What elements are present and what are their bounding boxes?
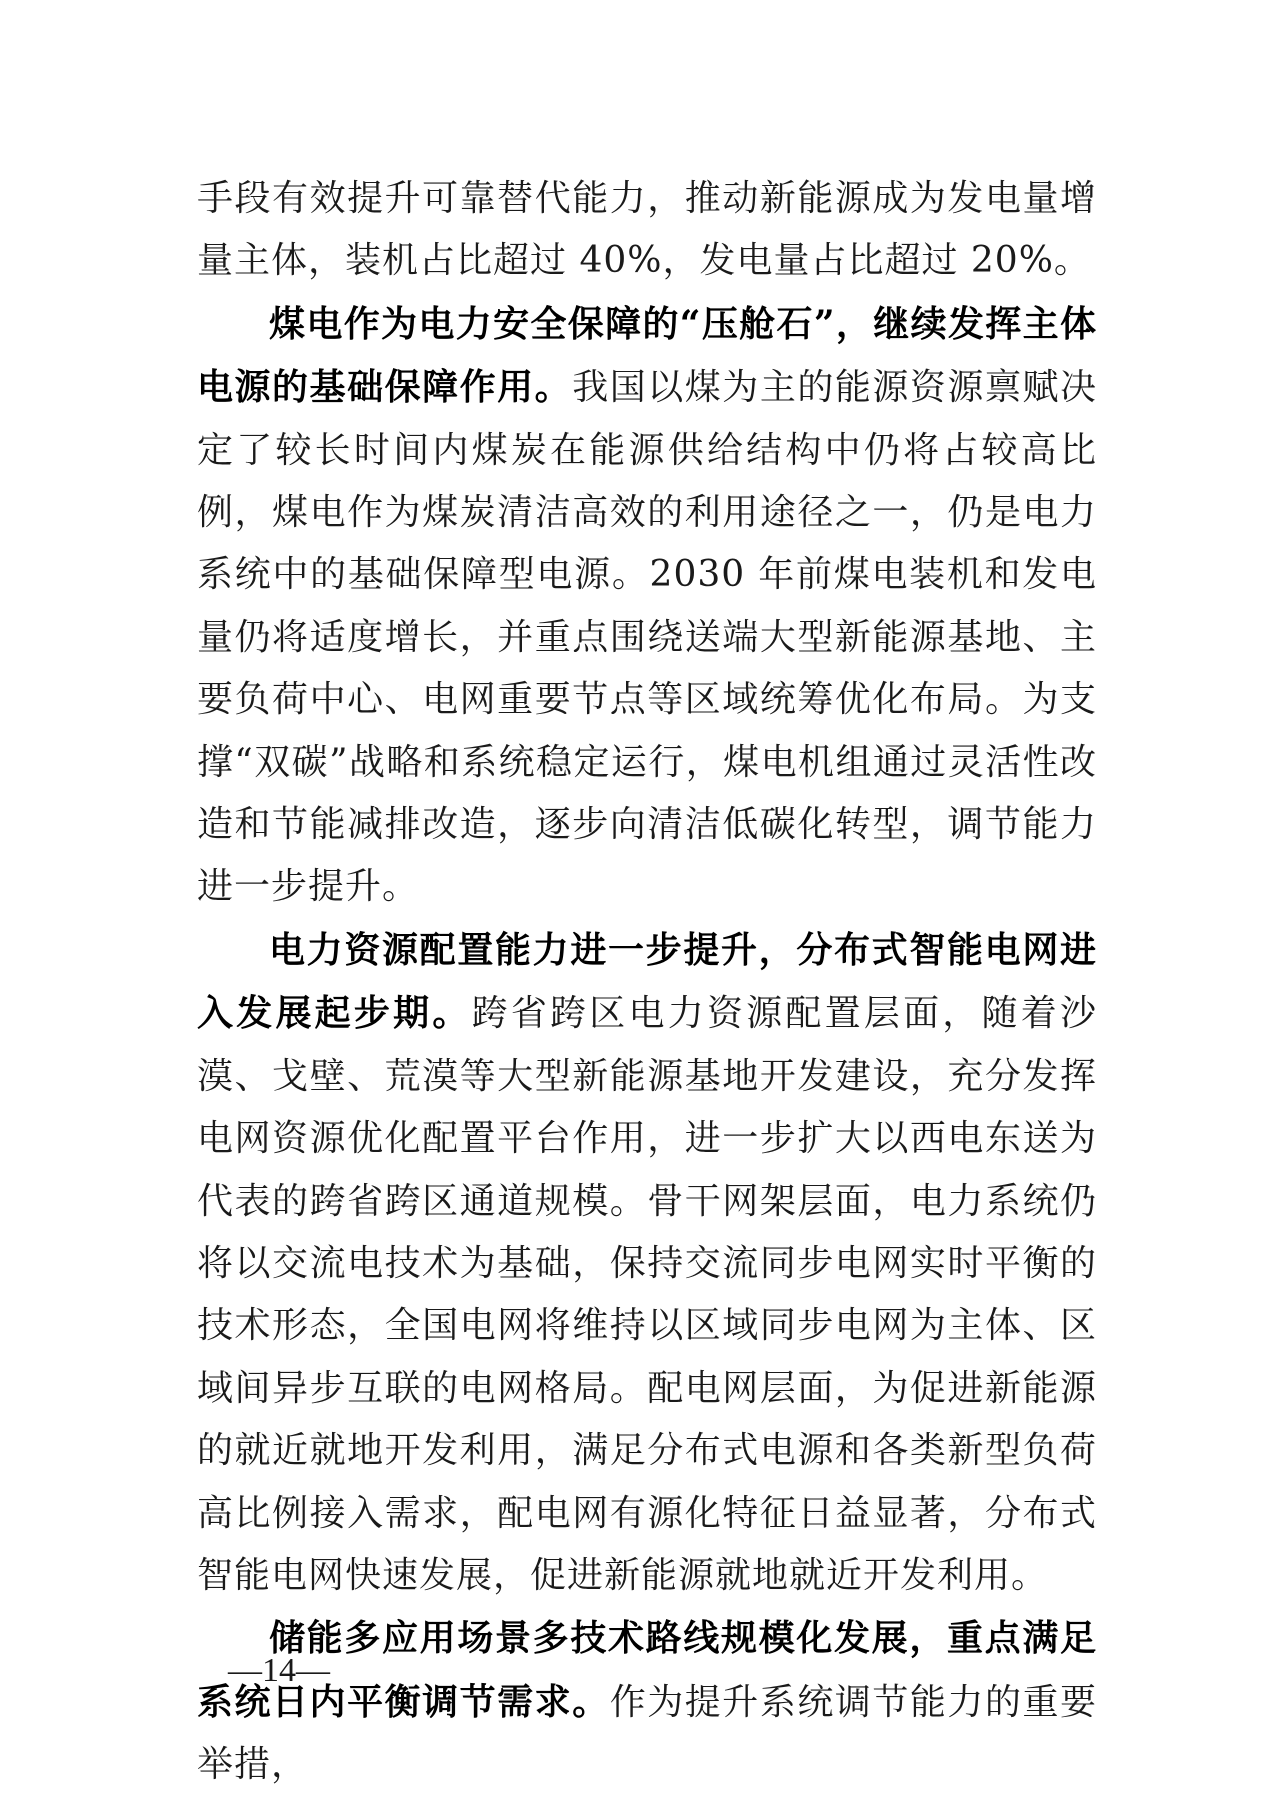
paragraph-lead-heading: 储能多应用场景多技术路线规模化发展，重点满足系统日内平衡调节需求。 (197, 1617, 1097, 1723)
paragraph-text: 跨省跨区电力资源配置层面，随着沙漠、戈壁、荒漠等大型新能源基地开发建设，充分发挥电网资源优化配置平台作用，进一步扩大以西电东送为代表的跨省跨区通道规模。骨干网架层面，电力系统仍将以交流电技术为基础，保持交流同步电网实时平衡的技术形态，全国电网将维持以区域同步电网为主体、区域间异步互联的电网格局。配电网层面，为促进新能源的就近就地开发利用，满足分布式电源和各类新型负荷高比例接入需求，配电网有源化特征日益显著，分布式智能电网快速发展，促进新能源就地就近开发利用。 (197, 993, 1097, 1596)
page-number: —14— (228, 1652, 330, 1689)
paragraph-storage (197, 1607, 1097, 1796)
paragraph-coal-power (197, 293, 1097, 919)
paragraph-lead-heading: 煤电作为电力安全保障的“压舱石”，继续发挥主体电源的基础保障作用。 (197, 302, 1097, 409)
body-text (197, 168, 1097, 1797)
paragraph-text: 我国以煤为主的能源资源禀赋决定了较长时间内煤炭在能源供给结构中仍将占较高比例，煤电作为煤炭清洁高效的利用途径之一，仍是电力系统中的基础保障型电源。2030 年前煤电装机和发电量仍将适度增长，并重点围绕送端大型新能源基地、主要负荷中心、电网重要节点等区域统筹优化布局。为支撑“双碳”战略和系统稳定运行，煤电机组通过灵活性改造和节能减排改造，逐步向清洁低碳化转型，调节能力进一步提升。 (197, 367, 1097, 908)
paragraph-grid (197, 919, 1097, 1607)
paragraph-lead-heading: 电力资源配置能力进一步提升，分布式智能电网进入发展起步期。 (197, 928, 1097, 1035)
paragraph-text: 作为提升系统调节能力的重要举措， (197, 1681, 1097, 1786)
paragraph-text: 手段有效提升可靠替代能力，推动新能源成为发电量增量主体，装机占比超过 40%，发电量占比超过 20%。 (197, 178, 1097, 282)
paragraph-continuation (197, 168, 1097, 293)
